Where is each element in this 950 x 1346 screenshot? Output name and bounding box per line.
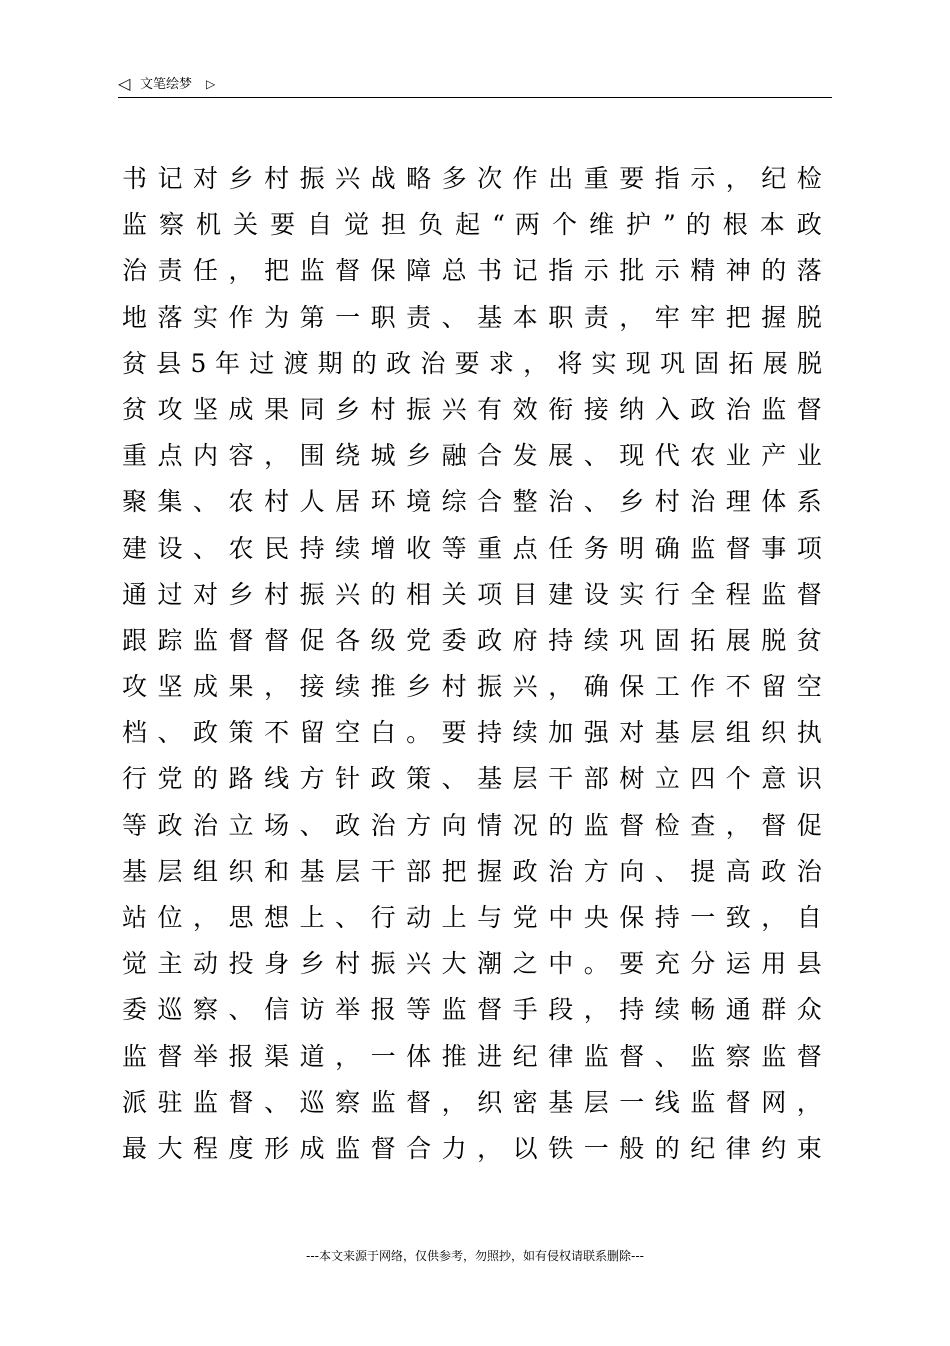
left-triangle-icon: ◁ (118, 74, 131, 93)
right-triangle-icon: ▷ (206, 77, 216, 91)
text-line: 地 落 实 作 为 第 一 职 责 、 基 本 职 责 ， 牢 牢 把 握 脱 (122, 302, 822, 332)
text-line: 派 驻 监 督 、 巡 察 监 督 ， 织 密 基 层 一 线 监 督 网 ， (122, 1087, 822, 1117)
text-line: 最 大 程 度 形 成 监 督 合 力 ， 以 铁 一 般 的 纪 律 约 束 (122, 1133, 822, 1163)
text-line: 站 位 ， 思 想 上 、 行 动 上 与 党 中 央 保 持 一 致 ， 自 (122, 903, 822, 932)
header-brand: 文笔绘梦 (140, 77, 193, 92)
text-line: 贫 县 5 年 过 渡 期 的 政 治 要 求 ， 将 实 现 巩 固 拓 展 脱 (122, 348, 822, 378)
text-line: 监 察 机 关 要 自 觉 担 负 起 “ 两 个 维 护 ” 的 根 本 政 (122, 210, 822, 240)
text-line: 建 设 、 农 民 持 续 增 收 等 重 点 任 务 明 确 监 督 事 项 (122, 533, 822, 563)
document-body (122, 156, 822, 1172)
footer-notice: ---本文来源于网络，仅供参考，勿照抄，如有侵权请联系删除--- (306, 1249, 644, 1263)
text-line: 监 督 举 报 渠 道 ， 一 体 推 进 纪 律 监 督 、 监 察 监 督 (122, 1041, 822, 1071)
header-divider (118, 97, 832, 98)
page-header (118, 74, 832, 98)
text-line: 档 、 政 策 不 留 空 白 。 要 持 续 加 强 对 基 层 组 织 执 (122, 718, 822, 748)
text-line: 治 责 任 ， 把 监 督 保 障 总 书 记 指 示 批 示 精 神 的 落 (122, 256, 822, 286)
text-line: 重 点 内 容 ， 围 绕 城 乡 融 合 发 展 、 现 代 农 业 产 业 (122, 441, 822, 471)
text-line: 书 记 对 乡 村 振 兴 战 略 多 次 作 出 重 要 指 示 ， 纪 检 (122, 164, 822, 193)
text-line: 聚 集 、 农 村 人 居 环 境 综 合 整 治 、 乡 村 治 理 体 系 (122, 487, 822, 517)
text-line: 攻 坚 成 果 ， 接 续 推 乡 村 振 兴 ， 确 保 工 作 不 留 空 (122, 672, 822, 702)
text-line: 行 党 的 路 线 方 针 政 策 、 基 层 干 部 树 立 四 个 意 识 (122, 764, 822, 794)
text-line: 跟 踪 监 督 督 促 各 级 党 委 政 府 持 续 巩 固 拓 展 脱 贫 (122, 625, 822, 655)
text-line: 委 巡 察 、 信 访 举 报 等 监 督 手 段 ， 持 续 畅 通 群 众 (122, 995, 822, 1025)
text-line: 基 层 组 织 和 基 层 干 部 把 握 政 治 方 向 、 提 高 政 治 (122, 856, 822, 886)
text-line: 通 过 对 乡 村 振 兴 的 相 关 项 目 建 设 实 行 全 程 监 督 (122, 579, 822, 609)
text-line: 等 政 治 立 场 、 政 治 方 向 情 况 的 监 督 检 查 ， 督 促 (122, 810, 822, 840)
text-line: 贫 攻 坚 成 果 同 乡 村 振 兴 有 效 衔 接 纳 入 政 治 监 督 (122, 394, 822, 424)
text-line: 觉 主 动 投 身 乡 村 振 兴 大 潮 之 中 。 要 充 分 运 用 县 (122, 949, 822, 979)
